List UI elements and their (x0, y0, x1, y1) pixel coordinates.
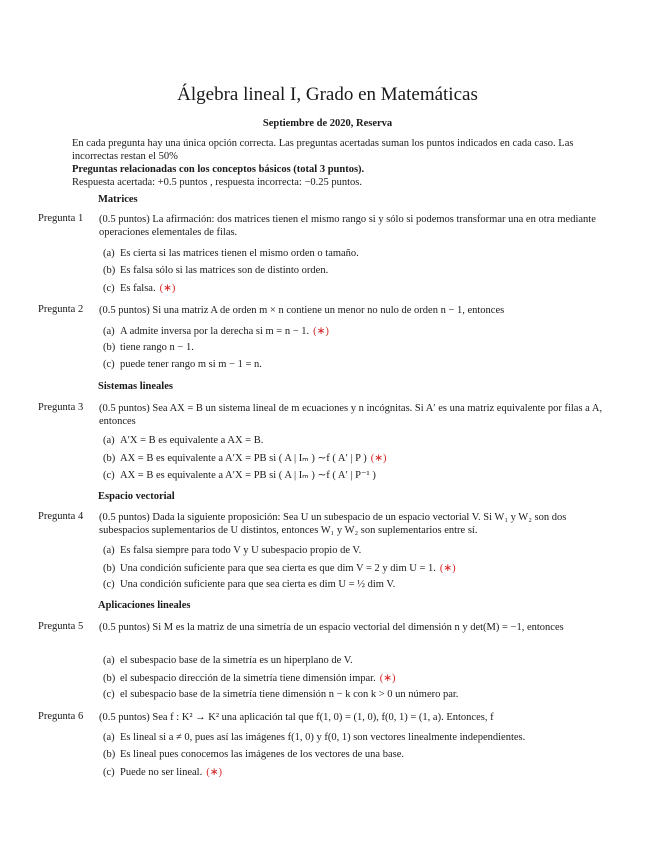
question-3-label: Pregunta 3 (38, 402, 84, 413)
option-label: (a) (103, 732, 115, 743)
option-label: (b) (103, 265, 116, 276)
question-3-text: (0.5 puntos) Sea AX = B un sistema lineal de m ecuaciones y n incógnitas. Si A′ es una matriz equivalente por filas a A, entonces (99, 403, 603, 427)
correct-answer-mark: (∗) (379, 673, 396, 684)
correct-answer-mark: (∗) (439, 563, 456, 574)
page-subtitle: Septiembre de 2020, Reserva (262, 118, 393, 129)
option-text: AX = B es equivalente a A′X = PB si ( A | Iₘ ) ∼f ( A′ | P ) (120, 453, 367, 464)
section-heading-sistemas-lineales: Sistemas lineales (98, 381, 173, 392)
option-label: (c) (103, 767, 115, 778)
option-text: Puede no ser lineal. (120, 767, 203, 778)
page-title: Álgebra lineal I, Grado en Matemáticas (177, 84, 478, 105)
question-2-option-b[interactable] (103, 342, 194, 353)
question-4-option-c[interactable] (103, 579, 395, 590)
question-2-label: Pregunta 2 (38, 304, 84, 315)
correct-answer-mark: (∗) (206, 767, 223, 778)
option-label: (c) (103, 359, 115, 370)
option-label: (c) (103, 470, 115, 481)
question-3-option-b[interactable] (103, 452, 387, 464)
section-heading-matrices: Matrices (98, 194, 138, 205)
question-6-text: (0.5 puntos) Sea f : K² → K² una aplicación tal que f(1, 0) = (1, 0), f(0, 1) = (1, a). Entonces, f (99, 712, 494, 723)
option-label: (a) (103, 655, 115, 666)
question-6-option-b[interactable] (103, 749, 404, 760)
option-label: (b) (103, 563, 116, 574)
intro-section-heading: Preguntas relacionadas con los conceptos básicos (total 3 puntos). (72, 164, 365, 175)
option-text: el subespacio dirección de la simetría tiene dimensión impar. (120, 673, 376, 684)
option-text: Una condición suficiente para que sea cierta es dim U = ½ dim V. (120, 579, 396, 590)
option-label: (b) (103, 749, 116, 760)
question-4-label: Pregunta 4 (38, 511, 84, 522)
option-text: Es cierta si las matrices tienen el mismo orden o tamaño. (120, 248, 359, 259)
question-4-option-a[interactable] (103, 545, 361, 556)
option-label: (c) (103, 283, 115, 294)
option-text: Es lineal si a ≠ 0, pues así las imágenes f(1, 0) y f(0, 1) son vectores linealmente independientes. (120, 732, 526, 743)
correct-answer-mark: (∗) (313, 326, 329, 337)
correct-answer-mark: (∗) (370, 453, 387, 464)
option-text: A admite inversa por la derecha si m = n − 1. (120, 326, 310, 337)
option-label: (a) (103, 545, 115, 556)
question-1-label: Pregunta 1 (38, 213, 84, 224)
question-4-option-b[interactable] (103, 562, 456, 574)
question-5-option-c[interactable] (103, 689, 458, 700)
intro-scoring: Respuesta acertada: +0.5 puntos , respuesta incorrecta: −0.25 puntos. (72, 177, 363, 188)
question-5-option-a[interactable] (103, 655, 353, 666)
option-label: (a) (103, 248, 115, 259)
option-text: puede tener rango m si m − 1 = n. (120, 359, 262, 370)
option-text: Es lineal pues conocemos las imágenes de los vectores de una base. (120, 749, 404, 760)
option-text: AX = B es equivalente a A′X = PB si ( A | Iₘ ) ∼f ( A′ | P⁻¹ ) (120, 470, 376, 481)
option-text: el subespacio base de la simetría tiene dimensión n − k con k > 0 un número par. (120, 689, 459, 700)
question-3-option-a[interactable] (103, 435, 263, 446)
option-text: Es falsa sólo si las matrices son de distinto orden. (120, 265, 329, 276)
option-label: (c) (103, 579, 115, 590)
question-6-option-c[interactable] (103, 766, 222, 778)
question-5-option-b[interactable] (103, 672, 396, 684)
question-5-text: (0.5 puntos) Si M es la matriz de una simetría de un espacio vectorial del dimensión n y det(M) = −1, entonces (99, 622, 564, 633)
intro-instructions: En cada pregunta hay una única opción correcta. Las preguntas acertadas suman los puntos indicados en cada caso. Las incorrectas restan el 50% (72, 138, 574, 162)
option-label: (b) (103, 673, 116, 684)
option-text: tiene rango n − 1. (120, 342, 194, 353)
section-heading-aplicaciones-lineales: Aplicaciones lineales (98, 600, 191, 611)
option-text: el subespacio base de la simetría es un hiperplano de V. (120, 655, 353, 666)
option-text: A′X = B es equivalente a AX = B. (120, 435, 264, 446)
correct-answer-mark: (∗) (159, 283, 176, 294)
option-label: (a) (103, 326, 115, 337)
question-2-option-c[interactable] (103, 359, 262, 370)
question-5-label: Pregunta 5 (38, 621, 84, 632)
intro (72, 137, 607, 189)
section-heading-espacio-vectorial: Espacio vectorial (98, 491, 175, 502)
option-text: Es falsa. (120, 283, 156, 294)
question-2-text: (0.5 puntos) Si una matriz A de orden m × n contiene un menor no nulo de orden n − 1, entonces (99, 305, 505, 316)
option-text: Una condición suficiente para que sea cierta es que dim V = 2 y dim U = 1. (120, 563, 436, 574)
question-1-option-a[interactable] (103, 248, 359, 259)
question-1-text: (0.5 puntos) La afirmación: dos matrices tienen el mismo rango si y sólo si podemos transformar una en otra mediante operaciones elementales de filas. (99, 214, 596, 238)
question-1-option-c[interactable] (103, 282, 175, 294)
question-3-option-c[interactable] (103, 469, 376, 481)
option-text: Es falsa siempre para todo V y U subespacio propio de V. (120, 545, 362, 556)
question-4-text: (0.5 puntos) Dada la siguiente proposición: Sea U un subespacio de un espacio vectorial V. Si W₁ y W₂ son dos subespacios suplementarios de U distintos, entonces W₁ y W₂ son suplementarios entre sí. (99, 512, 567, 536)
question-6-label: Pregunta 6 (38, 711, 84, 722)
question-2-option-a[interactable] (103, 325, 329, 337)
question-6-option-a[interactable] (103, 732, 525, 743)
option-label: (a) (103, 435, 115, 446)
option-label: (c) (103, 689, 115, 700)
question-1-option-b[interactable] (103, 265, 328, 276)
option-label: (b) (103, 342, 116, 353)
option-label: (b) (103, 453, 116, 464)
